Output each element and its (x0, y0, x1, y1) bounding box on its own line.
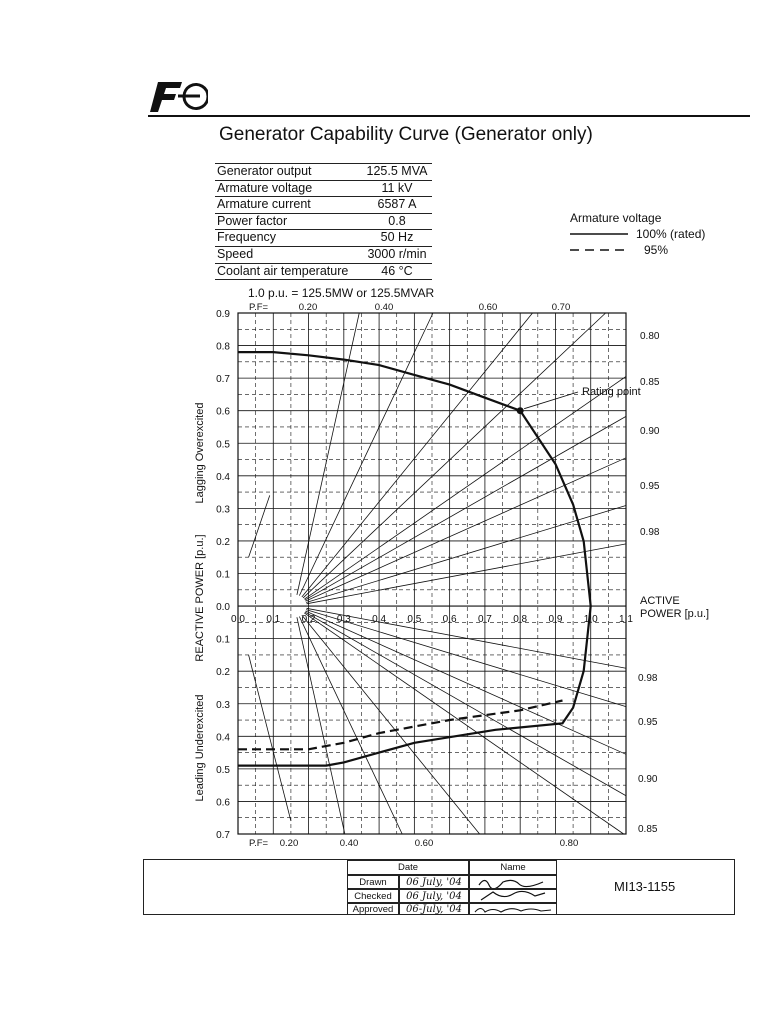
document-number: MI13-1155 (614, 879, 676, 894)
spec-label: Armature current (217, 197, 311, 212)
spec-value: 46 °C (381, 263, 413, 278)
x-axis-label-line2: POWER [p.u.] (640, 608, 710, 620)
pf-label-bottom: 0.60 (414, 838, 434, 849)
pf-label-bottom: 0.80 (559, 838, 579, 849)
pf-label-right-upper: 0.80 (640, 331, 660, 342)
y-tick-label: 0.6 (216, 406, 230, 418)
y-tick-label: 0.5 (216, 439, 230, 451)
spec-value: 6587 A (377, 197, 417, 212)
y-tick-label: 0.5 (216, 764, 230, 776)
pf-label-right-upper: 0.98 (640, 527, 660, 538)
signature-approved (469, 903, 557, 915)
spec-value: 0.8 (388, 213, 406, 228)
y-tick-label: 0.4 (216, 732, 230, 744)
chart-subtitle: 1.0 p.u. = 125.5MW or 125.5MVAR (248, 286, 435, 300)
rating-point-marker (517, 407, 524, 414)
pf-label-right-upper: 0.90 (640, 426, 660, 437)
y-tick-label: 0.2 (216, 667, 230, 679)
pf-line-leading-left (249, 655, 291, 821)
pf-label-bottom: 0.40 (339, 838, 359, 849)
row-date-approved: 06-July, '04 (399, 903, 469, 915)
pf-prefix-bottom: P.F= (249, 838, 269, 849)
row-date-drawn: 06 July, '04 (399, 875, 469, 889)
x-tick-label: 0.5 (407, 614, 422, 626)
y-tick-label: 0.7 (216, 374, 230, 386)
row-label-checked: Checked (347, 889, 399, 903)
y-group-label-leading: Leading Underexcited (194, 694, 206, 802)
pf-label-right-lower: 0.85 (638, 824, 658, 835)
y-tick-label: 0.6 (216, 797, 230, 809)
x-tick-label: 0.3 (336, 614, 351, 626)
x-tick-label: 0.6 (442, 614, 457, 626)
y-tick-label: 0.3 (216, 504, 230, 516)
spec-label: Frequency (217, 230, 277, 245)
x-tick-label: 0.2 (301, 614, 316, 626)
pf-prefix-top: P.F= (249, 302, 269, 313)
x-tick-label: 0.4 (372, 614, 387, 626)
pf-label-top: 0.40 (374, 302, 394, 313)
signature-checked (469, 889, 557, 903)
spec-label: Armature voltage (217, 180, 313, 195)
x-tick-label: 0.0 (231, 614, 245, 626)
y-tick-label: 0.1 (216, 634, 230, 646)
pf-label-right-lower: 0.98 (638, 673, 658, 684)
pf-label-top: 0.70 (551, 302, 571, 313)
x-tick-label: 0.8 (513, 614, 528, 626)
pf-line-lagging-left (249, 495, 270, 557)
pf-label-top: 0.20 (298, 302, 318, 313)
y-tick-label: 0.4 (216, 471, 230, 483)
pf-label-right-upper: 0.85 (640, 377, 660, 388)
y-tick-label: 0.3 (216, 699, 230, 711)
x-axis-label-line1: ACTIVE (640, 595, 680, 607)
pf-line-lagging-3 (303, 313, 606, 598)
name-header: Name (469, 860, 557, 875)
pf-line-lagging-6 (306, 458, 626, 601)
y-group-label-lagging: Lagging Overexcited (194, 402, 206, 504)
pf-label-right-upper: 0.95 (640, 481, 660, 492)
legend-label-95pct: 95% (644, 243, 669, 257)
row-date-checked: 06 July, '04 (399, 889, 469, 903)
legend-label-rated: 100% (rated) (636, 227, 706, 241)
pf-label-right-lower: 0.90 (638, 774, 658, 785)
pf-label-top: 0.60 (478, 302, 498, 313)
spec-label: Power factor (217, 213, 288, 228)
pf-line-lagging-4 (304, 376, 626, 599)
x-tick-label: 1.1 (619, 614, 633, 626)
pf-line-lagging-2 (302, 313, 533, 597)
legend-title: Armature voltage (570, 211, 662, 225)
pf-line-leading-3 (301, 613, 623, 834)
y-tick-label: 0.0 (216, 602, 230, 614)
pf-label-bottom: 0.20 (279, 838, 299, 849)
spec-value: 11 kV (381, 180, 413, 195)
x-tick-label: 0.1 (266, 614, 281, 626)
pf-label-right-lower: 0.95 (638, 717, 658, 728)
signature-drawn (469, 875, 557, 889)
series-95pct-voltage-curve (238, 701, 563, 750)
y-tick-label: 0.7 (216, 830, 230, 841)
spec-value: 3000 r/min (367, 246, 427, 261)
x-tick-label: 0.9 (548, 614, 563, 626)
y-tick-label: 0.1 (216, 569, 230, 581)
y-tick-label: 0.2 (216, 536, 230, 548)
spec-label: Speed (217, 246, 254, 261)
y-axis-label: REACTIVE POWER [p.u.] (194, 534, 206, 662)
y-tick-label: 0.8 (216, 341, 230, 353)
page-title: Generator Capability Curve (Generator only) (219, 124, 593, 145)
row-label-drawn: Drawn (347, 875, 399, 889)
x-tick-label: 1.0 (583, 614, 598, 626)
x-tick-label: 0.7 (477, 614, 492, 626)
spec-value: 125.5 MVA (366, 164, 428, 178)
y-tick-label: 0.9 (216, 309, 230, 320)
row-label-approved: Approved (347, 903, 399, 915)
spec-label: Coolant air temperature (217, 263, 349, 278)
rating-point-label: Rating point (582, 386, 641, 398)
spec-value: 50 Hz (380, 230, 414, 245)
spec-label: Generator output (217, 164, 312, 178)
date-header: Date (347, 860, 469, 875)
pf-line-leading-5 (306, 611, 626, 754)
